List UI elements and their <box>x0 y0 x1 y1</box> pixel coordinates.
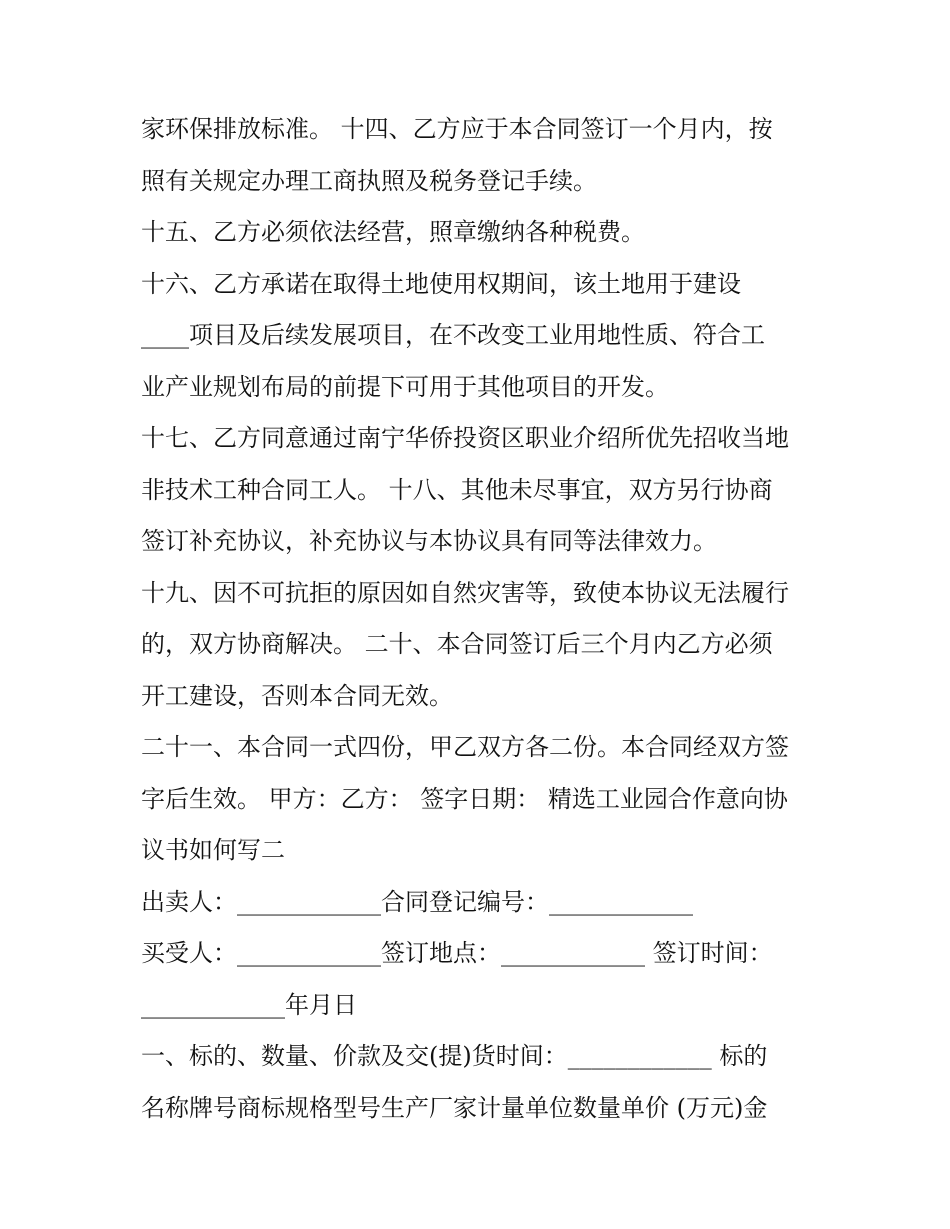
text-line: 十七、乙方同意通过南宁华侨投资区职业介绍所优先招收当地 <box>141 424 789 452</box>
text-line: 家环保排放标准。 十四、乙方应于本合同签订一个月内，按 <box>141 115 773 143</box>
text-line: ____________年月日 <box>141 990 357 1019</box>
text-line: 非技术工种合同工人。 十八、其他未尽事宜，双方另行协商 <box>141 475 773 504</box>
text-line: ____项目及后续发展项目，在不改变工业用地性质、符合工 <box>141 321 765 349</box>
document-body <box>141 104 821 1134</box>
text-line: 一、标的、数量、价款及交(提)货时间：____________ 标的 <box>141 1042 768 1070</box>
text-line: 字后生效。 甲方：乙方： 签字日期： 精选工业园合作意向协 <box>141 784 788 813</box>
text-line: 十五、乙方必须依法经营，照章缴纳各种税费。 <box>141 218 645 246</box>
text-line: 议书如何写二 <box>141 836 285 864</box>
text-line: 名称牌号商标规格型号生产厂家计量单位数量单价 (万元)金 <box>141 1093 768 1122</box>
text-line: 开工建设，否则本合同无效。 <box>141 681 453 710</box>
text-line: 十九、因不可抗拒的原因如自然灾害等，致使本协议无法履行 <box>141 578 789 607</box>
text-line: 出卖人：____________合同登记编号：____________ <box>141 887 693 916</box>
text-line: 签订补充协议，补充协议与本协议具有同等法律效力。 <box>141 527 717 555</box>
text-line: 的，双方协商解决。 二十、本合同签订后三个月内乙方必须 <box>141 630 773 658</box>
text-line: 二十一、本合同一式四份，甲乙双方各二份。本合同经双方签 <box>141 733 789 761</box>
text-line: 买受人：____________签订地点：____________ 签订时间： <box>141 939 773 967</box>
text-line: 十六、乙方承诺在取得土地使用权期间，该土地用于建设 <box>141 269 741 298</box>
text-line: 业产业规划布局的前提下可用于其他项目的开发。 <box>141 372 669 401</box>
text-line: 照有关规定办理工商执照及税务登记手续。 <box>141 166 597 195</box>
